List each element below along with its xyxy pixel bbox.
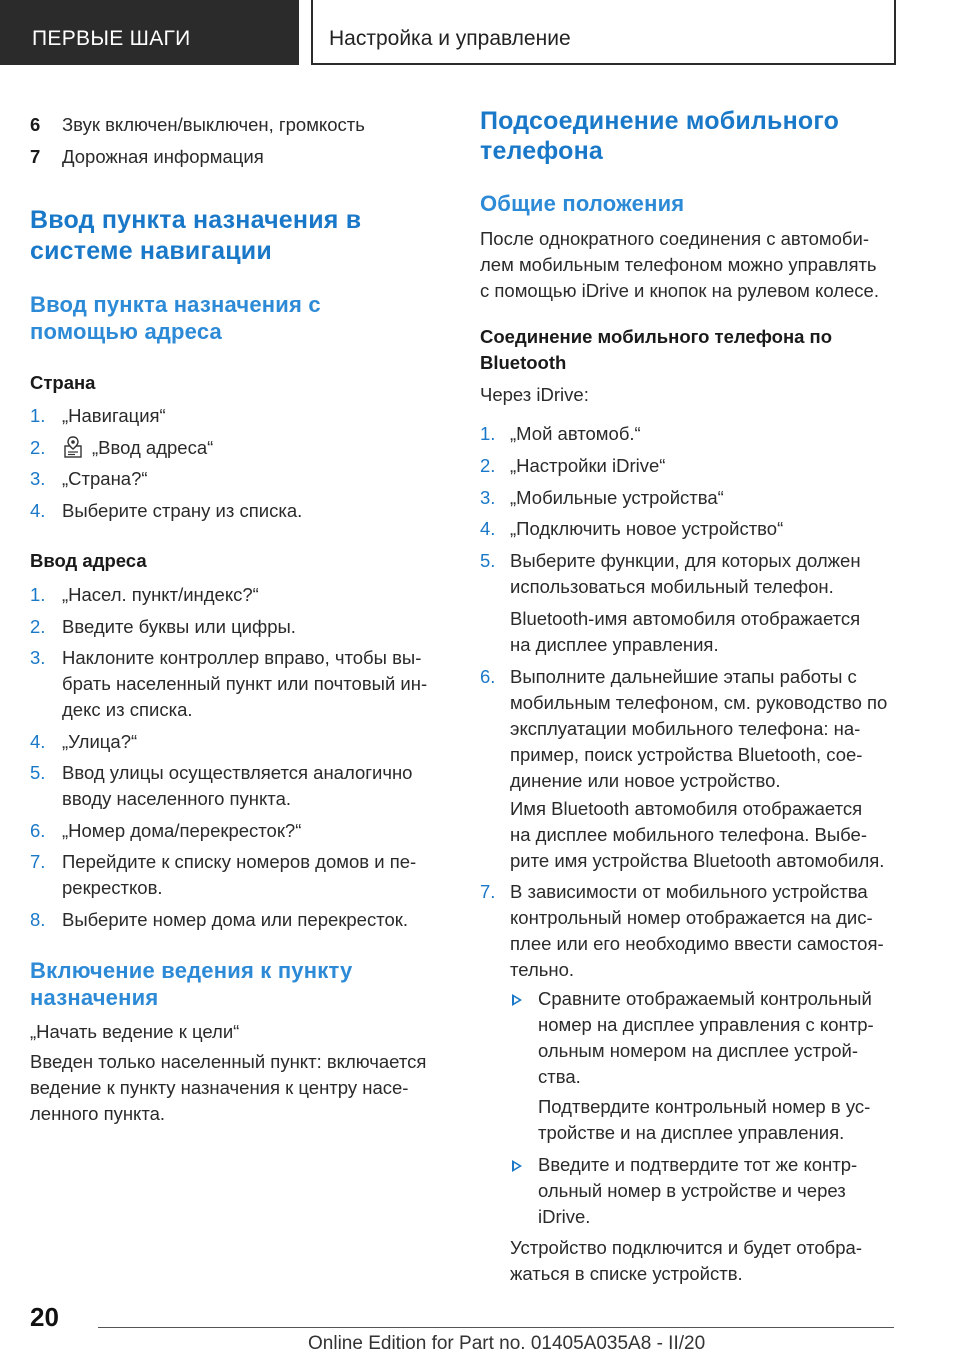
- step-text: контрольный номер отображается на дис-: [510, 907, 873, 928]
- step-number: 6.: [30, 820, 46, 841]
- paragraph-line: „Начать ведение к цели“: [30, 1021, 240, 1042]
- step-text: Перейдите к списку номеров домов и пе-: [62, 851, 417, 872]
- page-number: 20: [30, 1302, 59, 1332]
- chapter-title: ПЕРВЫЕ ШАГИ: [32, 27, 191, 50]
- country-heading: Страна: [30, 372, 96, 393]
- paragraph-line: с помощью iDrive и кнопок на рулевом колесе.: [480, 280, 879, 301]
- step-number: 2.: [30, 616, 46, 637]
- step-number: 3.: [480, 487, 496, 508]
- subsection-heading: назначения: [30, 985, 159, 1010]
- bullet-text: iDrive.: [538, 1206, 591, 1227]
- step-note: на дисплее мобильного телефона. Выбе-: [510, 824, 867, 845]
- bullet-triangle-icon: [512, 1160, 522, 1172]
- paragraph-line: ведение к пункту назначения к центру насе-: [30, 1077, 409, 1098]
- bullet-text: Сравните отображаемый контрольный: [538, 988, 872, 1009]
- step-number: 3.: [30, 468, 46, 489]
- navigation-address-icon: [62, 435, 84, 459]
- step-number: 4.: [30, 731, 46, 752]
- step-number: 4.: [30, 500, 46, 521]
- address-heading: Ввод адреса: [30, 550, 147, 571]
- paragraph-line: лем мобильным телефоном можно управлять: [480, 254, 877, 275]
- step-text: Выберите функции, для которых должен: [510, 550, 861, 571]
- step-text: „Мобильные устройства“: [510, 487, 724, 508]
- paragraph-line: После однократного соединения с автомоби-: [480, 228, 869, 249]
- step-text: Введите буквы или цифры.: [62, 616, 296, 637]
- step-note: Имя Bluetooth автомобиля отображается: [510, 798, 863, 819]
- step-number: 6.: [480, 666, 496, 687]
- step-text: плее или его необходимо ввести самостоя-: [510, 933, 884, 954]
- bullet-text: ольным номером на дисплее устрой-: [538, 1040, 859, 1061]
- bluetooth-heading: Соединение мобильного телефона по: [480, 326, 833, 347]
- step-number: 2.: [30, 437, 46, 458]
- step-text: „Навигация“: [62, 405, 166, 426]
- step-text: Выполните дальнейшие этапы работы с: [510, 666, 857, 687]
- step-number: 7.: [30, 851, 46, 872]
- step-text: брать населенный пункт или почтовый ин-: [62, 673, 428, 694]
- bullet-note: Подтвердите контрольный номер в ус-: [538, 1096, 871, 1117]
- step-number: 4.: [480, 518, 496, 539]
- section-heading: системе навигации: [30, 237, 272, 265]
- paragraph-line: Через iDrive:: [480, 384, 589, 405]
- paragraph-line: ленного пункта.: [30, 1103, 166, 1124]
- step-text: рекрестков.: [62, 877, 163, 898]
- step-text: В зависимости от мобильного устройства: [510, 881, 868, 902]
- step-text: „Ввод адреса“: [92, 437, 214, 458]
- step-number: 2.: [480, 455, 496, 476]
- step-text: Наклоните контроллер вправо, чтобы вы-: [62, 647, 422, 668]
- step-text: „Мой автомоб.“: [510, 423, 641, 444]
- step-text: использоваться мобильный телефон.: [510, 576, 834, 597]
- step-note: рите имя устройства Bluetooth автомобиля.: [510, 850, 885, 871]
- section-title: Настройка и управление: [329, 27, 571, 50]
- bullet-note: тройстве и на дисплее управления.: [538, 1122, 845, 1143]
- paragraph-line: жаться в списке устройств.: [510, 1263, 743, 1284]
- step-number: 1.: [30, 584, 46, 605]
- step-text: тельно.: [510, 959, 575, 980]
- step-text: „Номер дома/перекресток?“: [62, 820, 302, 841]
- step-number: 5.: [480, 550, 496, 571]
- step-text: „Страна?“: [62, 468, 148, 489]
- bullet-text: ства.: [538, 1066, 581, 1087]
- footer-edition: Online Edition for Part no. 01405A035A8 - II/20: [308, 1333, 706, 1354]
- item-number: 7: [30, 146, 41, 167]
- bullet-text: ольный номер в устройстве и через: [538, 1180, 846, 1201]
- section-tab: [311, 0, 896, 65]
- step-number: 5.: [30, 762, 46, 783]
- step-number: 8.: [30, 909, 46, 930]
- step-text: Ввод улицы осуществляется аналогично: [62, 762, 413, 783]
- step-note: на дисплее управления.: [510, 634, 719, 655]
- step-text: „Насел. пункт/индекс?“: [62, 584, 259, 605]
- item-number: 6: [30, 114, 41, 135]
- subsection-heading: Включение ведения к пункту: [30, 958, 353, 983]
- step-text: Выберите страну из списка.: [62, 500, 303, 521]
- step-text: „Настройки iDrive“: [510, 455, 666, 476]
- footer-divider: [98, 1327, 894, 1328]
- step-text: динение или новое устройство.: [510, 770, 781, 791]
- subsection-heading: помощью адреса: [30, 319, 222, 344]
- step-text: „Улица?“: [62, 731, 138, 752]
- step-text: декс из списка.: [62, 699, 193, 720]
- step-number: 1.: [480, 423, 496, 444]
- paragraph-line: Устройство подключится и будет отобра-: [510, 1237, 862, 1258]
- step-text: вводу населенного пункта.: [62, 788, 292, 809]
- bullet-triangle-icon: [512, 994, 522, 1006]
- step-text: эксплуатации мобильного телефона: на-: [510, 718, 861, 739]
- chapter-tab: [0, 0, 299, 65]
- bluetooth-heading: Bluetooth: [480, 352, 567, 373]
- step-note: Bluetooth-имя автомобиля отображается: [510, 608, 861, 629]
- step-number: 7.: [480, 881, 496, 902]
- step-text: „Подключить новое устройство“: [510, 518, 784, 539]
- section-heading: телефона: [480, 137, 604, 165]
- step-text: пример, поиск устройства Bluetooth, сое-: [510, 744, 863, 765]
- item-text: Дорожная информация: [62, 146, 264, 167]
- paragraph-line: Введен только населенный пункт: включается: [30, 1051, 427, 1072]
- bullet-text: Введите и подтвердите тот же контр-: [538, 1154, 858, 1175]
- item-text: Звук включен/выключен, громкость: [62, 114, 365, 135]
- section-heading: Ввод пункта назначения в: [30, 206, 362, 234]
- step-number: 3.: [30, 647, 46, 668]
- step-number: 1.: [30, 405, 46, 426]
- bullet-text: номер на дисплее управления с контр-: [538, 1014, 874, 1035]
- section-heading: Подсоединение мобильного: [480, 107, 840, 135]
- subsection-heading: Ввод пункта назначения с: [30, 292, 321, 317]
- step-text: мобильным телефоном, см. руководство по: [510, 692, 888, 713]
- step-text: Выберите номер дома или перекресток.: [62, 909, 408, 930]
- subsection-heading: Общие положения: [480, 191, 685, 216]
